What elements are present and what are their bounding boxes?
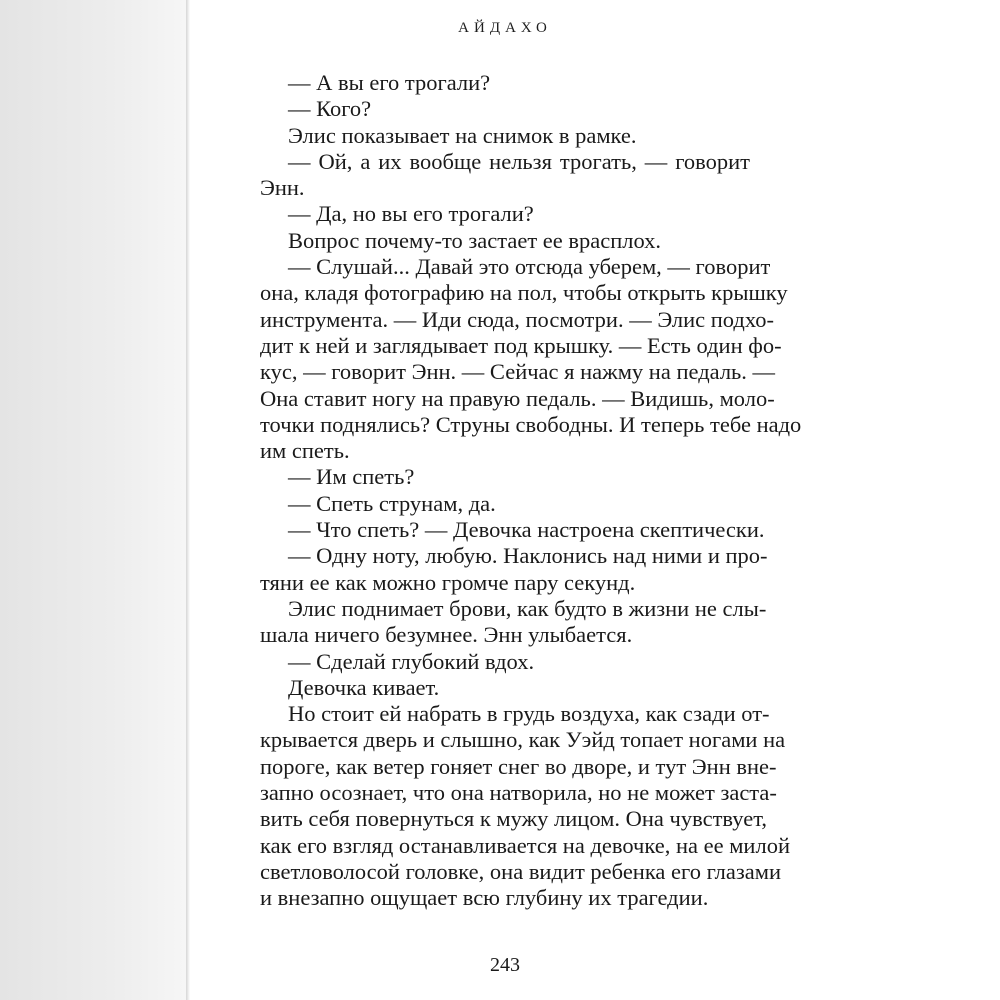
book-binding-gutter	[0, 0, 186, 1000]
text-line: как его взгляд останавливается на девочке, на ее милой	[260, 832, 790, 858]
text-line: — Ой, а их вообще нельзя трогать, — говорит	[288, 148, 750, 174]
text-line: — Кого?	[288, 96, 372, 122]
text-line: — Им спеть?	[288, 464, 415, 490]
body-text	[260, 70, 802, 912]
text-line: она, кладя фотографию на пол, чтобы открыть крышку	[260, 280, 788, 306]
text-line: — Сделай глубокий вдох.	[288, 648, 535, 674]
text-line: — Одну ноту, любую. Наклонись над ними и про-	[288, 543, 768, 569]
text-line: Девочка кивает.	[288, 674, 440, 700]
text-line: Она ставит ногу на правую педаль. — Видишь, моло-	[260, 385, 775, 411]
text-line: Элис поднимает брови, как будто в жизни не слы-	[288, 595, 767, 621]
text-line: Энн.	[260, 175, 305, 201]
text-line: шала ничего безумнее. Энн улыбается.	[260, 622, 633, 648]
page-number: 243	[490, 954, 520, 976]
text-line: запно осознает, что она натворила, но не может заста-	[260, 780, 777, 806]
text-line: — Слушай... Давай это отсюда уберем, — говорит	[288, 254, 771, 280]
text-line: кус, — говорит Энн. — Сейчас я нажму на педаль. —	[260, 359, 776, 385]
text-line: Элис показывает на снимок в рамке.	[288, 122, 637, 148]
text-line: дит к ней и заглядывает под крышку. — Есть один фо-	[260, 332, 782, 358]
text-line: Но стоит ей набрать в грудь воздуха, как сзади от-	[288, 701, 770, 727]
text-line: — А вы его трогали?	[288, 70, 491, 95]
text-line: инструмента. — Иди сюда, посмотри. — Элис подхо-	[260, 306, 774, 332]
text-line: Вопрос почему-то застает ее врасплох.	[288, 227, 662, 253]
text-line: и внезапно ощущает всю глубину их трагедии.	[260, 885, 709, 911]
text-line: тяни ее как можно громче пару секунд.	[260, 569, 636, 595]
text-line: крывается дверь и слышно, как Уэйд топает ногами на	[260, 727, 786, 753]
text-line: — Да, но вы его трогали?	[288, 201, 534, 227]
text-line: пороге, как ветер гоняет снег во дворе, и тут Энн вне-	[260, 753, 777, 779]
text-line: вить себя повернуться к мужу лицом. Она чувствует,	[260, 806, 767, 832]
text-line: — Спеть струнам, да.	[288, 490, 496, 516]
text-line: — Что спеть? — Девочка настроена скептически.	[288, 517, 765, 543]
running-header: АЙДАХО	[458, 20, 552, 36]
text-line: им спеть.	[260, 438, 350, 464]
text-line: светловолосой головке, она видит ребенка его глазами	[260, 858, 782, 884]
text-line: точки поднялись? Струны свободны. И теперь тебе надо	[260, 411, 802, 437]
page-edge-shadow	[186, 0, 190, 1000]
